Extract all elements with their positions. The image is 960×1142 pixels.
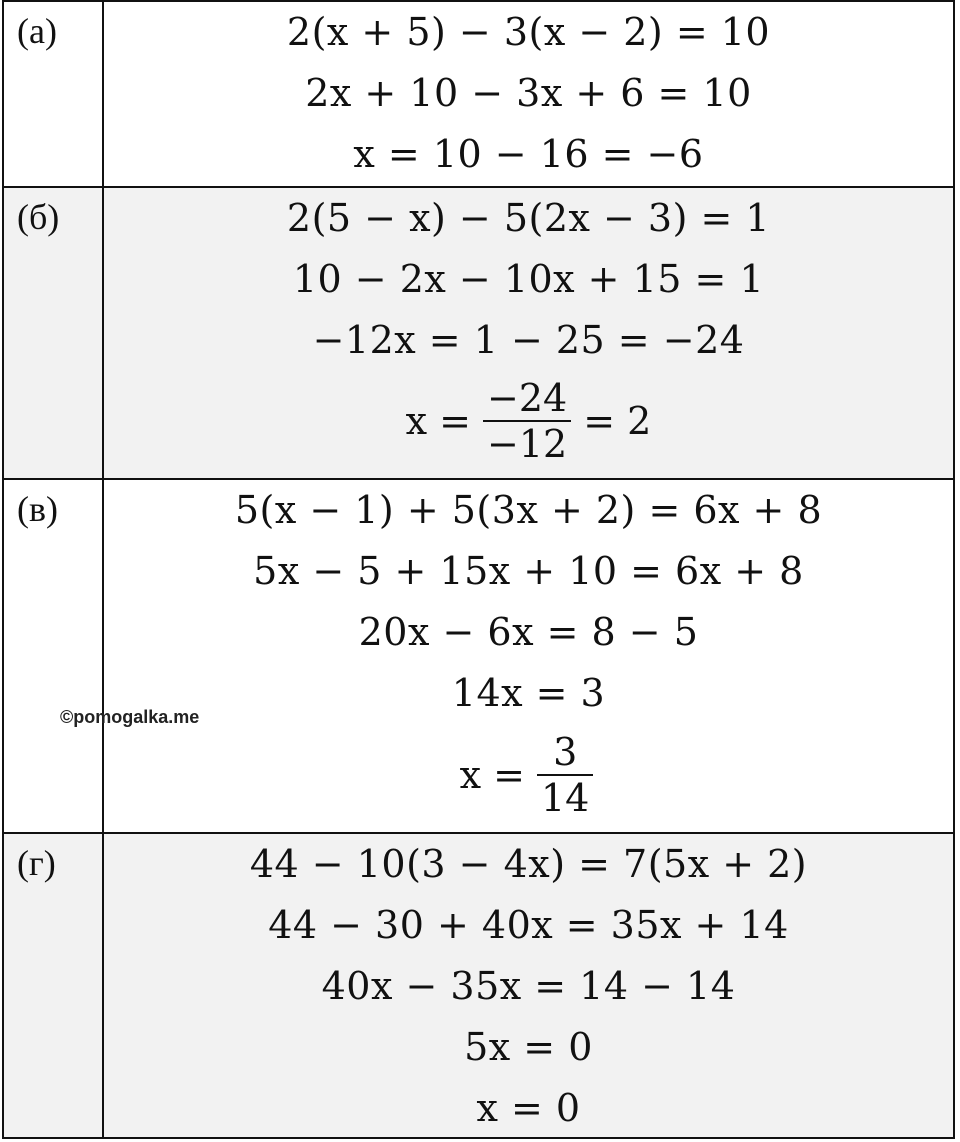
equation-cell: [104, 480, 953, 834]
equation-line: 44 − 30 + 40x = 35x + 14: [268, 903, 789, 947]
equation-cell: [104, 188, 953, 480]
denominator: 14: [537, 774, 593, 820]
table-row: [4, 478, 953, 834]
equation-line: 44 − 10(3 − 4x) = 7(5x + 2): [249, 842, 808, 886]
fraction-equation: [402, 371, 656, 471]
fraction-lhs: x =: [405, 399, 472, 443]
fraction: [537, 730, 593, 820]
fraction-lhs: x =: [459, 753, 525, 797]
equation-line: 5x − 5 + 15x + 10 = 6x + 8: [253, 549, 804, 593]
equation-line: 5x = 0: [464, 1025, 593, 1069]
equation-line: 14x = 3: [451, 671, 606, 715]
numerator: −24: [487, 376, 568, 420]
equation-line: 2(x + 5) − 3(x − 2) = 10: [286, 10, 771, 54]
equation-line: 10 − 2x − 10x + 15 = 1: [292, 257, 765, 301]
row-label: (в): [4, 480, 104, 834]
fraction-equation: [456, 724, 602, 826]
equation-line: 20x − 6x = 8 − 5: [358, 610, 699, 654]
table-row: [4, 832, 953, 1137]
equation-line: −12x = 1 − 25 = −24: [312, 318, 745, 362]
fraction: [483, 376, 571, 466]
equation-line: 5(x − 1) + 5(3x + 2) = 6x + 8: [234, 488, 823, 532]
denominator: −12: [483, 420, 571, 466]
equation-line: 2x + 10 − 3x + 6 = 10: [305, 71, 752, 115]
equation-cell: [104, 834, 953, 1137]
numerator: 3: [553, 730, 578, 774]
watermark: ©pomogalka.me: [60, 707, 200, 727]
equation-line: 40x − 35x = 14 − 14: [321, 964, 736, 1008]
fraction-rhs: = 2: [583, 399, 652, 443]
table-row: [4, 2, 953, 188]
equation-cell: [104, 2, 953, 188]
row-label: (а): [4, 2, 104, 188]
table-row: [4, 186, 953, 480]
equation-line: x = 0: [476, 1086, 581, 1130]
equation-line: x = 10 − 16 = −6: [353, 132, 704, 176]
equation-line: 2(5 − x) − 5(2x − 3) = 1: [286, 196, 771, 240]
solutions-table: [2, 0, 955, 1139]
row-label: (г): [4, 834, 104, 1137]
row-label: (б): [4, 188, 104, 480]
